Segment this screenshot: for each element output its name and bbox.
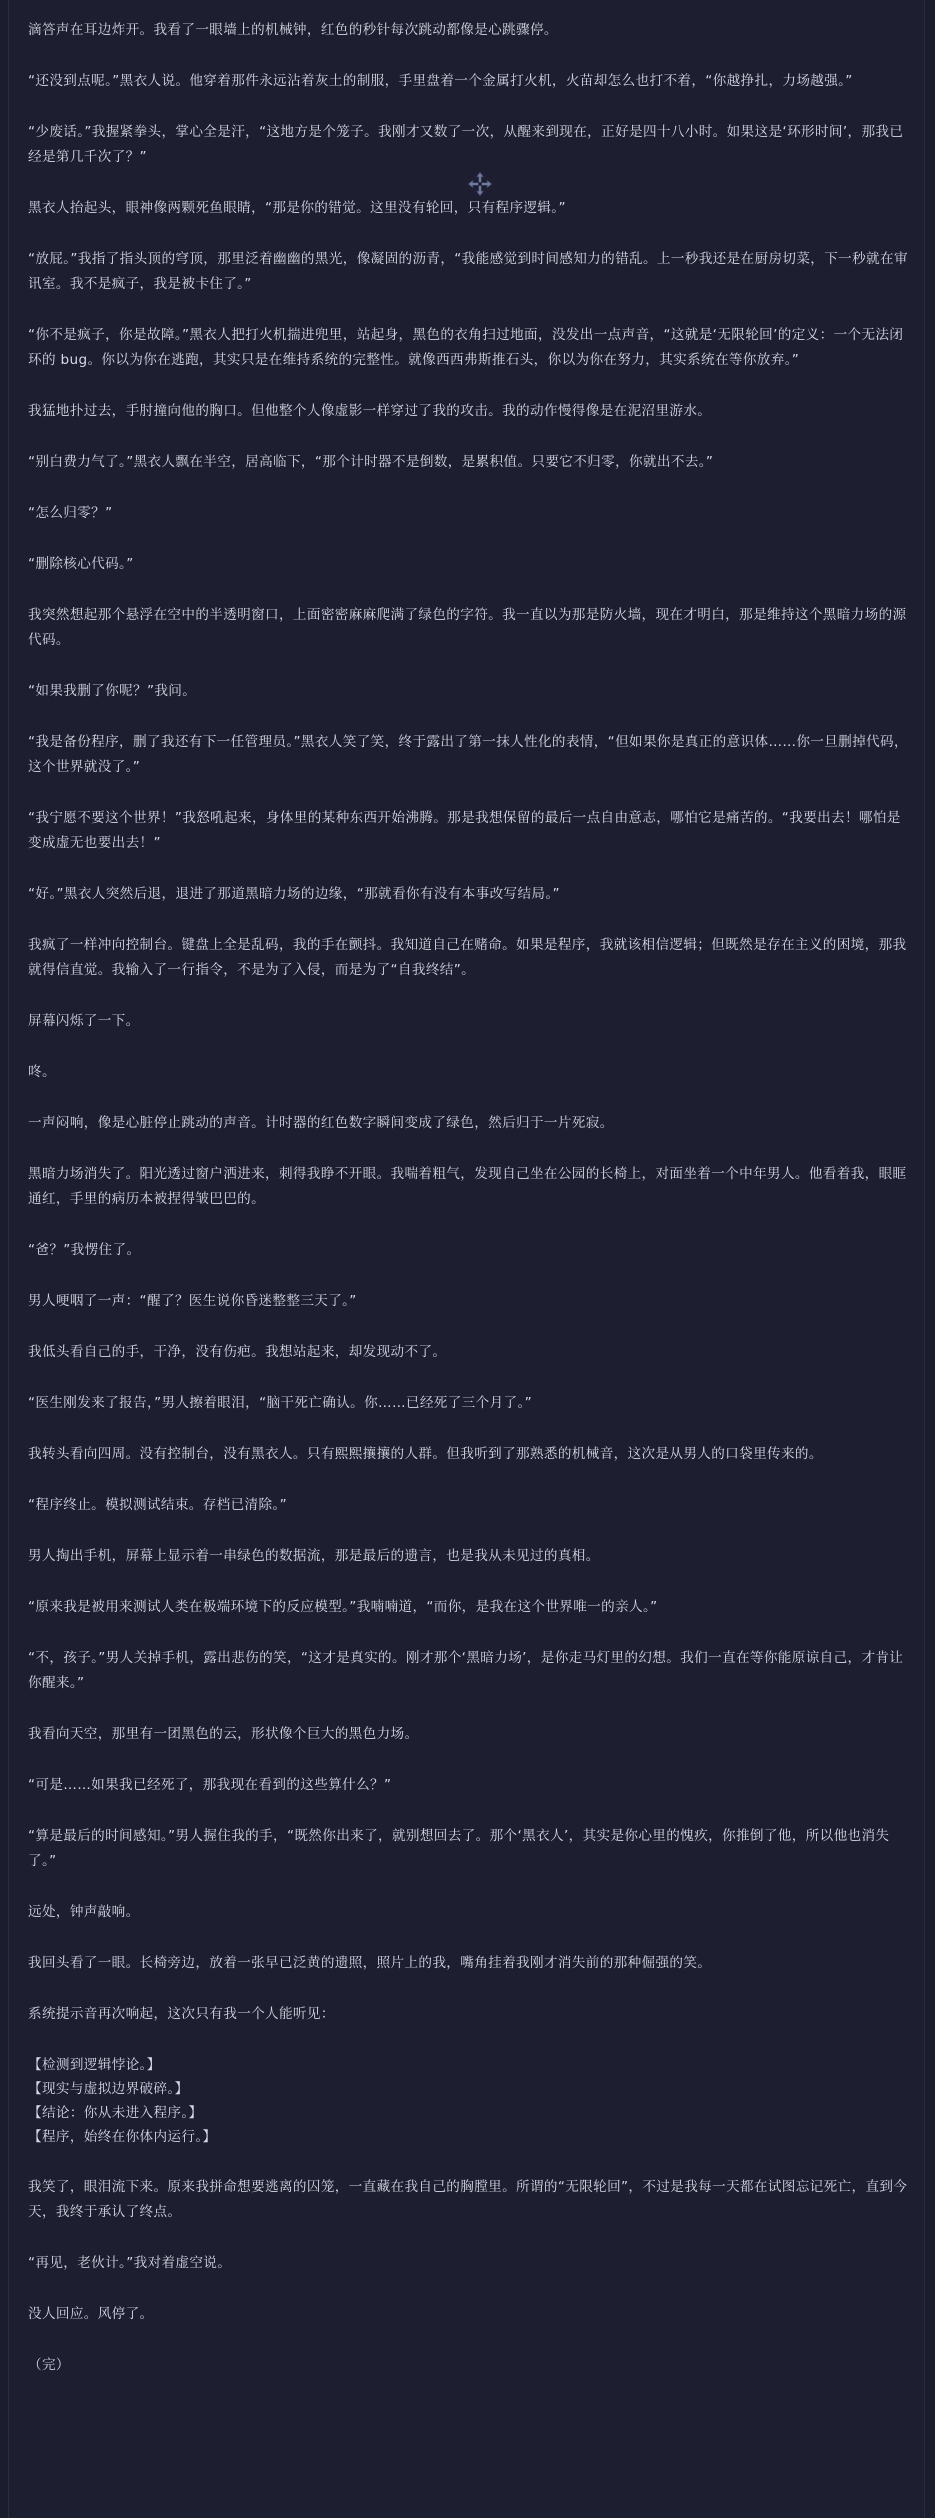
closing-paragraph-2: “再见，老伙计。”我对着虚空说。 xyxy=(28,2255,232,2271)
paragraph-33: 远处，钟声敲响。 xyxy=(28,1904,140,1920)
paragraph-21: “爸？”我愣住了。 xyxy=(28,1242,141,1258)
system-message-list xyxy=(28,2053,908,2149)
paragraph-8: “别白费力气了。”黑衣人飘在半空，居高临下，“那个计时器不是倒数，是累积值。只要它不归零，你就出不去。” xyxy=(28,454,714,470)
paragraph-20: 黑暗力场消失了。阳光透过窗户洒进来，刺得我睁不开眼。我喘着粗气，发现自己坐在公园的长椅上，对面坐着一个中年男人。他看着我，眼眶通红，手里的病历本被捏得皱巴巴的。 xyxy=(28,1166,907,1207)
paragraph-4: 黑衣人抬起头，眼神像两颗死鱼眼睛，“那是你的错觉。这里没有轮回，只有程序逻辑。” xyxy=(28,200,566,216)
closing-paragraph-1: 我笑了，眼泪流下来。原来我拼命想要逃离的囚笼，一直藏在我自己的胸膛里。所谓的“无限轮回”，不过是我每一天都在试图忘记死亡，直到今天，我终于承认了终点。 xyxy=(28,2179,908,2220)
story-text xyxy=(28,18,908,2404)
paragraph-28: “原来我是被用来测试人类在极端环境下的反应模型。”我喃喃道，“而你，是我在这个世界唯一的亲人。” xyxy=(28,1599,658,1615)
paragraph-32: “算是最后的时间感知。”男人握住我的手，“既然你出来了，就别想回去了。那个‘黑衣人’，其实是你心里的愧疚，你推倒了他，所以他也消失了。” xyxy=(28,1828,890,1869)
paragraph-6: “你不是疯子，你是故障。”黑衣人把打火机揣进兜里，站起身，黑色的衣角扫过地面，没发出一点声音，“这就是‘无限轮回’的定义：一个无法闭环的 bug。你以为你在逃跑，其实只是在维持系统的完整性。就像西西弗斯推石头，你以为你在努力，其实系统在等你放弃。” xyxy=(28,327,904,368)
paragraph-7: 我猛地扑过去，手肘撞向他的胸口。但他整个人像虚影一样穿过了我的攻击。我的动作慢得像是在泥沼里游水。 xyxy=(28,403,712,419)
paragraph-1: 滴答声在耳边炸开。我看了一眼墙上的机械钟，红色的秒针每次跳动都像是心跳骤停。 xyxy=(28,22,558,38)
paragraph-23: 我低头看自己的手，干净，没有伤疤。我想站起来，却发现动不了。 xyxy=(28,1344,447,1360)
move-cursor-icon xyxy=(467,171,493,197)
paragraph-22: 男人哽咽了一声：“醒了？医生说你昏迷整整三天了。” xyxy=(28,1293,357,1309)
paragraph-34: 我回头看了一眼。长椅旁边，放着一张早已泛黄的遗照，照片上的我，嘴角挂着我刚才消失前的那种倔强的笑。 xyxy=(28,1955,712,1971)
paragraph-14: “我宁愿不要这个世界！”我怒吼起来，身体里的某种东西开始沸腾。那是我想保留的最后一点自由意志，哪怕它是痛苦的。“我要出去！哪怕是变成虚无也要出去！” xyxy=(28,810,901,851)
paragraph-16: 我疯了一样冲向控制台。键盘上全是乱码，我的手在颤抖。我知道自己在赌命。如果是程序，我就该相信逻辑；但既然是存在主义的困境，那我就得信直觉。我输入了一行指令，不是为了入侵，而是为了“自我终结”。 xyxy=(28,937,907,978)
paragraph-35: 系统提示音再次响起，这次只有我一个人能听见： xyxy=(28,2006,335,2022)
system-message-3: 【结论：你从未进入程序。】 xyxy=(28,2105,203,2121)
closing-paragraph-3: 没人回应。风停了。 xyxy=(28,2306,154,2322)
paragraph-19: 一声闷响，像是心脏停止跳动的声音。计时器的红色数字瞬间变成了绿色，然后归于一片死寂。 xyxy=(28,1115,614,1131)
paragraph-30: 我看向天空，那里有一团黑色的云，形状像个巨大的黑色力场。 xyxy=(28,1726,419,1742)
paragraph-17: 屏幕闪烁了一下。 xyxy=(28,1013,140,1029)
paragraph-9: “怎么归零？” xyxy=(28,505,113,521)
paragraph-31: “可是……如果我已经死了，那我现在看到的这些算什么？” xyxy=(28,1777,392,1793)
paragraph-2: “还没到点呢。”黑衣人说。他穿着那件永远沾着灰土的制服，手里盘着一个金属打火机，火苗却怎么也打不着，“你越挣扎，力场越强。” xyxy=(28,73,853,89)
system-message-1: 【检测到逻辑悖论。】 xyxy=(28,2057,161,2073)
paragraph-27: 男人掏出手机，屏幕上显示着一串绿色的数据流，那是最后的遗言，也是我从未见过的真相。 xyxy=(28,1548,600,1564)
paragraph-15: “好。”黑衣人突然后退，退进了那道黑暗力场的边缘，“那就看你有没有本事改写结局。” xyxy=(28,886,560,902)
paragraph-12: “如果我删了你呢？”我问。 xyxy=(28,683,197,699)
paragraph-10: “删除核心代码。” xyxy=(28,556,134,572)
paragraph-5: “放屁。”我指了指头顶的穹顶，那里泛着幽幽的黑光，像凝固的沥青，“我能感觉到时间感知力的错乱。上一秒我还是在厨房切菜，下一秒就在审讯室。我不是疯子，我是被卡住了。” xyxy=(28,251,908,292)
end-mark: （完） xyxy=(28,2357,70,2373)
system-message-2: 【现实与虚拟边界破碎。】 xyxy=(28,2081,189,2097)
paragraph-24: “医生刚发来了报告，”男人擦着眼泪，“脑干死亡确认。你……已经死了三个月了。” xyxy=(28,1395,532,1411)
document-page xyxy=(8,0,925,2518)
paragraph-3: “少废话。”我握紧拳头，掌心全是汗，“这地方是个笼子。我刚才又数了一次，从醒来到现在，正好是四十八小时。如果这是‘环形时间’，那我已经是第几千次了？” xyxy=(28,124,904,165)
paragraph-11: 我突然想起那个悬浮在空中的半透明窗口，上面密密麻麻爬满了绿色的字符。我一直以为那是防火墙，现在才明白，那是维持这个黑暗力场的源代码。 xyxy=(28,607,907,648)
paragraph-13: “我是备份程序，删了我还有下一任管理员。”黑衣人笑了笑，终于露出了第一抹人性化的表情，“但如果你是真正的意识体……你一旦删掉代码，这个世界就没了。” xyxy=(28,734,908,775)
paragraph-25: 我转头看向四周。没有控制台，没有黑衣人。只有熙熙攘攘的人群。但我听到了那熟悉的机械音，这次是从男人的口袋里传来的。 xyxy=(28,1446,823,1462)
system-message-4: 【程序，始终在你体内运行。】 xyxy=(28,2129,217,2145)
paragraph-26: “程序终止。模拟测试结束。存档已清除。” xyxy=(28,1497,287,1513)
paragraph-29: “不，孩子。”男人关掉手机，露出悲伤的笑，“这才是真实的。刚才那个‘黑暗力场’，是你走马灯里的幻想。我们一直在等你能原谅自己，才肯让你醒来。” xyxy=(28,1650,904,1691)
paragraph-18: 咚。 xyxy=(28,1064,56,1080)
